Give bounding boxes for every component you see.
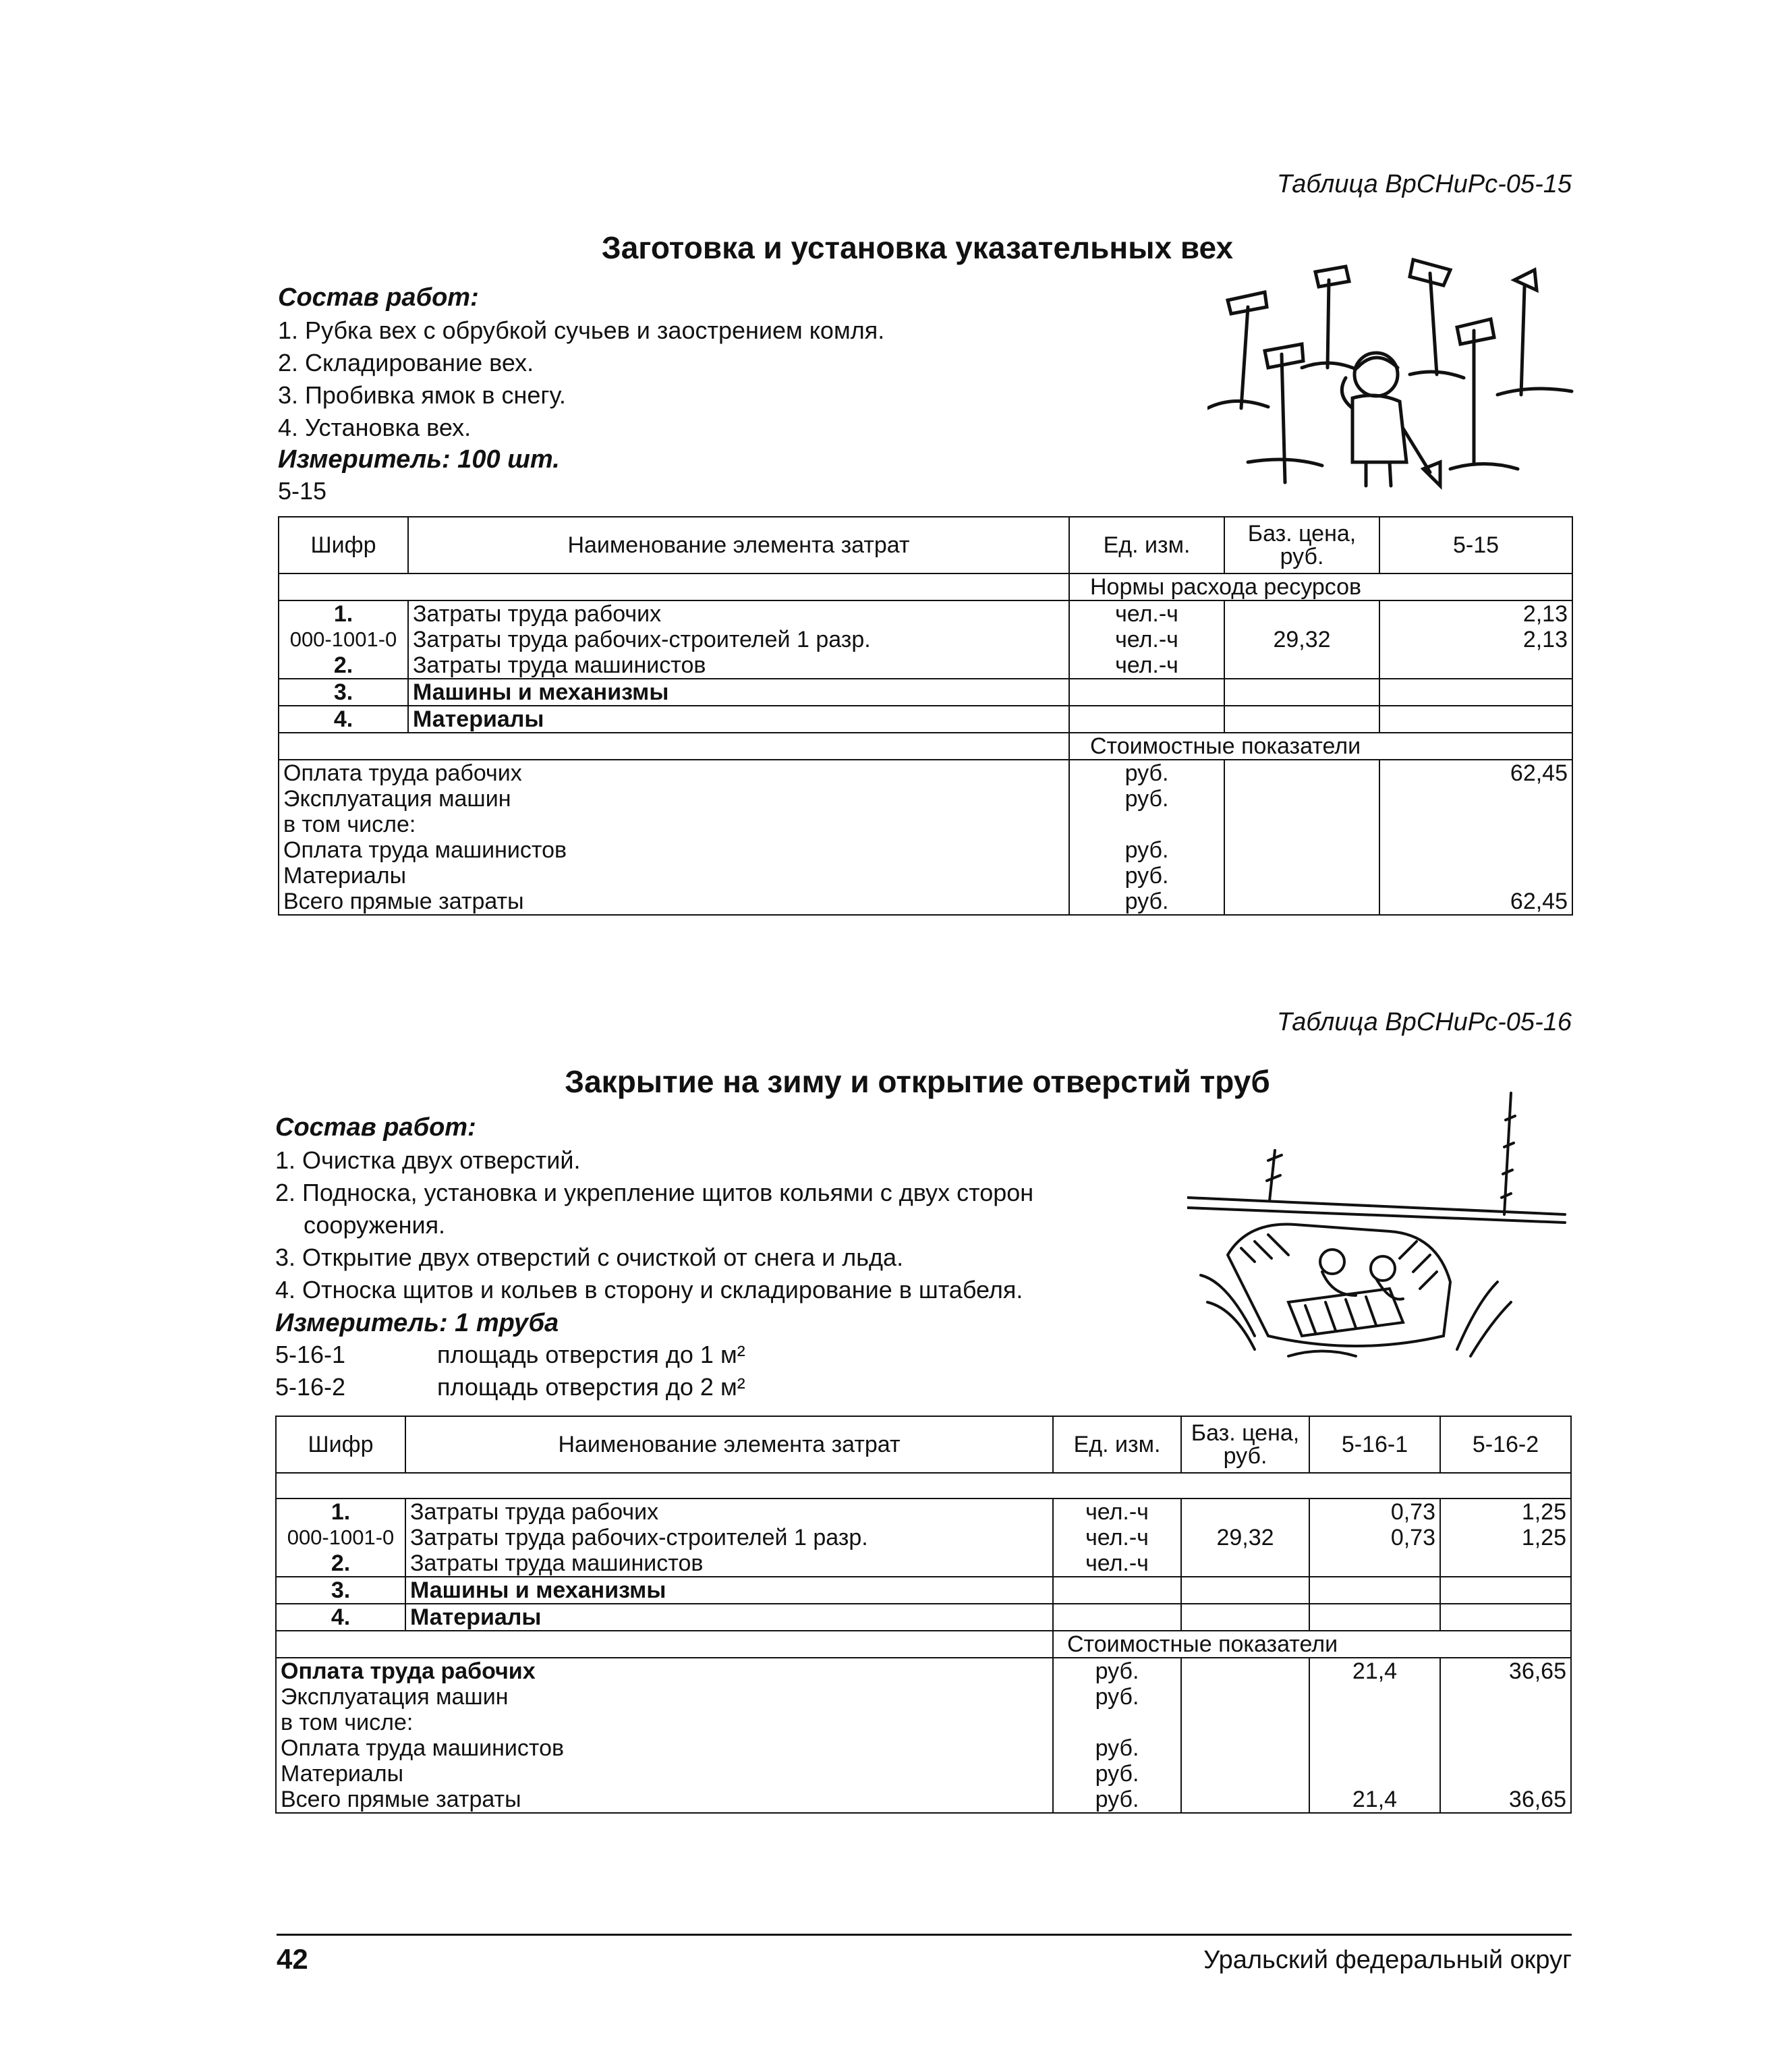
table-row: [276, 1604, 1571, 1631]
value-cell: 21,4: [1309, 1658, 1440, 1684]
table-header-row: [276, 1416, 1571, 1473]
cost-row: [276, 1710, 1571, 1735]
cost-row: [279, 760, 1572, 786]
variant-text: площадь отверстия до 1 м²: [437, 1341, 745, 1368]
code-cell: 1.: [276, 1499, 405, 1525]
price-cell: [1181, 1658, 1309, 1684]
value-cell: [1379, 812, 1572, 837]
name-cell: Машины и механизмы: [405, 1577, 1053, 1604]
table-row: [279, 706, 1572, 733]
code-cell: 000-1001-0: [279, 627, 408, 652]
price-cell: 29,32: [1224, 627, 1379, 652]
price-cell: [1181, 1499, 1309, 1525]
price-cell: [1224, 760, 1379, 786]
resource-table-05-16: [275, 1416, 1572, 1814]
unit-cell: чел.-ч: [1069, 652, 1224, 679]
cost-row: [276, 1735, 1571, 1761]
value-cell: [1309, 1577, 1440, 1604]
work-step: 1. Рубка вех с обрубкой сучьев и заострением комля.: [278, 316, 885, 344]
value-cell: [1309, 1550, 1440, 1577]
unit-cell: [1069, 706, 1224, 733]
code-cell: 2.: [276, 1550, 405, 1577]
column-header: Шифр: [279, 517, 408, 573]
price-cell: [1224, 652, 1379, 679]
section-title-05-15: Заготовка и установка указательных вех: [601, 230, 1234, 265]
price-cell: [1224, 889, 1379, 915]
cost-name-cell: Оплата труда машинистов: [279, 837, 1069, 863]
unit-cell: руб.: [1069, 786, 1224, 812]
variant-text: площадь отверстия до 2 м²: [437, 1373, 745, 1401]
value-cell: [1309, 1710, 1440, 1735]
price-cell: [1181, 1577, 1309, 1604]
name-cell: Машины и механизмы: [408, 679, 1069, 706]
pipe-opening-illustration: [1187, 1080, 1572, 1370]
column-header: 5-15: [1379, 517, 1572, 573]
unit-cell: руб.: [1069, 837, 1224, 863]
value-cell: [1309, 1735, 1440, 1761]
name-cell: Затраты труда рабочих-строителей 1 разр.: [405, 1525, 1053, 1550]
value-cell: [1379, 706, 1572, 733]
unit-cell: руб.: [1053, 1684, 1181, 1710]
price-cell: [1224, 837, 1379, 863]
unit-cell: руб.: [1069, 863, 1224, 889]
variant-list-05-16: [275, 1339, 745, 1403]
footer-region: Уральский федеральный округ: [1203, 1946, 1572, 1974]
code-cell: 2.: [279, 652, 408, 679]
variant-code: 5-16-2: [275, 1373, 346, 1401]
unit-cell: руб.: [1053, 1658, 1181, 1684]
price-cell: [1224, 786, 1379, 812]
column-header: Наименование элемента затрат: [405, 1416, 1053, 1473]
code-05-15: 5-15: [278, 477, 327, 505]
table-row: [279, 573, 1572, 600]
work-step: 3. Пробивка ямок в снегу.: [278, 381, 566, 409]
unit-cell: [1069, 812, 1224, 837]
table-row: [279, 652, 1572, 679]
column-header: 5-16-2: [1440, 1416, 1571, 1473]
section-header-cost: Стоимостные показатели: [1069, 733, 1572, 760]
value-cell: [1440, 1550, 1571, 1577]
price-cell: [1224, 600, 1379, 627]
unit-cell: чел.-ч: [1069, 627, 1224, 652]
price-cell: [1181, 1604, 1309, 1631]
unit-cell: руб.: [1069, 889, 1224, 915]
table-row: [279, 600, 1572, 627]
empty-cell: [279, 573, 1069, 600]
name-cell: Затраты труда рабочих: [408, 600, 1069, 627]
composition-label-05-16: Состав работ:: [275, 1113, 476, 1142]
value-cell: [1440, 1710, 1571, 1735]
price-cell: [1224, 706, 1379, 733]
value-cell: [1379, 652, 1572, 679]
value-cell: 36,65: [1440, 1787, 1571, 1813]
cost-name-cell: в том числе:: [279, 812, 1069, 837]
table-row: [276, 1499, 1571, 1525]
value-cell: [1309, 1761, 1440, 1787]
value-cell: [1379, 863, 1572, 889]
column-header: 5-16-1: [1309, 1416, 1440, 1473]
price-cell: 29,32: [1181, 1525, 1309, 1550]
value-cell: 0,73: [1309, 1499, 1440, 1525]
unit-cell: [1053, 1604, 1181, 1631]
marker-poles-illustration: [1207, 240, 1585, 503]
cost-row: [279, 786, 1572, 812]
price-cell: [1224, 863, 1379, 889]
empty-cell: [276, 1631, 1053, 1658]
table-row: [276, 1631, 1571, 1658]
unit-cell: руб.: [1053, 1787, 1181, 1813]
table-row: [276, 1473, 1571, 1499]
code-cell: 4.: [279, 706, 408, 733]
price-cell: [1224, 679, 1379, 706]
price-cell: [1181, 1761, 1309, 1787]
value-cell: [1309, 1604, 1440, 1631]
cost-name-cell: Оплата труда рабочих: [276, 1658, 1053, 1684]
empty-cell: [279, 733, 1069, 760]
name-cell: Затраты труда рабочих-строителей 1 разр.: [408, 627, 1069, 652]
work-step: 2. Складирование вех.: [278, 349, 534, 376]
unit-cell: чел.-ч: [1069, 600, 1224, 627]
cost-row: [276, 1761, 1571, 1787]
cost-name-cell: Эксплуатация машин: [279, 786, 1069, 812]
cost-name-cell: Оплата труда машинистов: [276, 1735, 1053, 1761]
code-cell: 000-1001-0: [276, 1525, 405, 1550]
value-cell: 21,4: [1309, 1787, 1440, 1813]
meter-label-05-15: Измеритель: 100 шт.: [278, 445, 560, 474]
value-cell: [1440, 1761, 1571, 1787]
section-title-05-16: Закрытие на зиму и открытие отверстий труб: [565, 1064, 1270, 1099]
price-cell: [1181, 1684, 1309, 1710]
price-cell: [1181, 1787, 1309, 1813]
work-step: сооружения.: [304, 1211, 446, 1239]
unit-cell: [1069, 679, 1224, 706]
value-cell: 0,73: [1309, 1525, 1440, 1550]
meter-label-05-16: Измеритель: 1 труба: [275, 1309, 559, 1337]
value-cell: 2,13: [1379, 627, 1572, 652]
value-cell: 1,25: [1440, 1499, 1571, 1525]
cost-name-cell: Всего прямые затраты: [279, 889, 1069, 915]
name-cell: Затраты труда машинистов: [405, 1550, 1053, 1577]
page-number: 42: [277, 1943, 308, 1975]
table-caption-05-16: Таблица ВрСНиРс-05-16: [1276, 1008, 1572, 1036]
section-header-norms: Нормы расхода ресурсов: [1069, 573, 1572, 600]
value-cell: [1440, 1735, 1571, 1761]
column-header: Шифр: [276, 1416, 405, 1473]
code-cell: 1.: [279, 600, 408, 627]
price-cell: [1181, 1735, 1309, 1761]
cost-row: [276, 1684, 1571, 1710]
unit-cell: чел.-ч: [1053, 1499, 1181, 1525]
unit-cell: руб.: [1069, 760, 1224, 786]
cost-row: [279, 812, 1572, 837]
value-cell: [1440, 1604, 1571, 1631]
work-step: 4. Установка вех.: [278, 414, 472, 441]
variant-item: [275, 1371, 745, 1403]
cost-row: [279, 889, 1572, 915]
cost-row: [276, 1787, 1571, 1813]
code-cell: 3.: [279, 679, 408, 706]
column-header: Ед. изм.: [1053, 1416, 1181, 1473]
table-row: [276, 1525, 1571, 1550]
name-cell: Затраты труда машинистов: [408, 652, 1069, 679]
cost-name-cell: Материалы: [276, 1761, 1053, 1787]
unit-cell: чел.-ч: [1053, 1550, 1181, 1577]
value-cell: [1379, 837, 1572, 863]
table-row: [279, 679, 1572, 706]
composition-label-05-15: Состав работ:: [278, 283, 479, 312]
table-row: [279, 627, 1572, 652]
column-header: Баз. цена, руб.: [1224, 517, 1379, 573]
value-cell: [1309, 1684, 1440, 1710]
price-cell: [1181, 1710, 1309, 1735]
work-step: 1. Очистка двух отверстий.: [275, 1146, 581, 1174]
unit-cell: чел.-ч: [1053, 1525, 1181, 1550]
value-cell: [1440, 1577, 1571, 1604]
value-cell: 62,45: [1379, 889, 1572, 915]
work-step-list-05-16: [275, 1144, 1033, 1306]
work-step: 3. Открытие двух отверстий с очисткой от снега и льда.: [275, 1243, 904, 1271]
value-cell: 2,13: [1379, 600, 1572, 627]
unit-cell: руб.: [1053, 1761, 1181, 1787]
unit-cell: [1053, 1710, 1181, 1735]
value-cell: 36,65: [1440, 1658, 1571, 1684]
price-cell: [1181, 1550, 1309, 1577]
value-cell: [1440, 1684, 1571, 1710]
cost-row: [276, 1658, 1571, 1684]
work-step: 4. Относка щитов и кольев в сторону и складирование в штабеля.: [275, 1276, 1023, 1304]
cost-name-cell: Оплата труда рабочих: [279, 760, 1069, 786]
work-step-list-05-15: [278, 314, 884, 444]
cost-row: [279, 863, 1572, 889]
table-header-row: [279, 517, 1572, 573]
cost-name-cell: Эксплуатация машин: [276, 1684, 1053, 1710]
work-step: 2. Подноска, установка и укрепление щитов кольями с двух сторон: [275, 1179, 1034, 1206]
value-cell: [1379, 679, 1572, 706]
name-cell: Затраты труда рабочих: [405, 1499, 1053, 1525]
table-row: [279, 733, 1572, 760]
table-row: [276, 1577, 1571, 1604]
cost-name-cell: Всего прямые затраты: [276, 1787, 1053, 1813]
variant-code: 5-16-1: [275, 1341, 346, 1368]
resource-table-05-15: [278, 516, 1573, 916]
unit-cell: руб.: [1053, 1735, 1181, 1761]
column-header: Баз. цена, руб.: [1181, 1416, 1309, 1473]
name-cell: Материалы: [405, 1604, 1053, 1631]
cost-row: [279, 837, 1572, 863]
cost-name-cell: Материалы: [279, 863, 1069, 889]
value-cell: 1,25: [1440, 1525, 1571, 1550]
footer-rule: [277, 1934, 1572, 1936]
empty-cell: [276, 1473, 1571, 1499]
table-row: [276, 1550, 1571, 1577]
column-header: Наименование элемента затрат: [408, 517, 1069, 573]
code-cell: 3.: [276, 1577, 405, 1604]
unit-cell: [1053, 1577, 1181, 1604]
column-header: Ед. изм.: [1069, 517, 1224, 573]
cost-name-cell: в том числе:: [276, 1710, 1053, 1735]
section-header-cost: Стоимостные показатели: [1053, 1631, 1571, 1658]
code-cell: 4.: [276, 1604, 405, 1631]
value-cell: [1379, 786, 1572, 812]
value-cell: 62,45: [1379, 760, 1572, 786]
price-cell: [1224, 812, 1379, 837]
variant-item: [275, 1339, 745, 1371]
name-cell: Материалы: [408, 706, 1069, 733]
table-caption-05-15: Таблица ВрСНиРс-05-15: [1276, 170, 1572, 198]
